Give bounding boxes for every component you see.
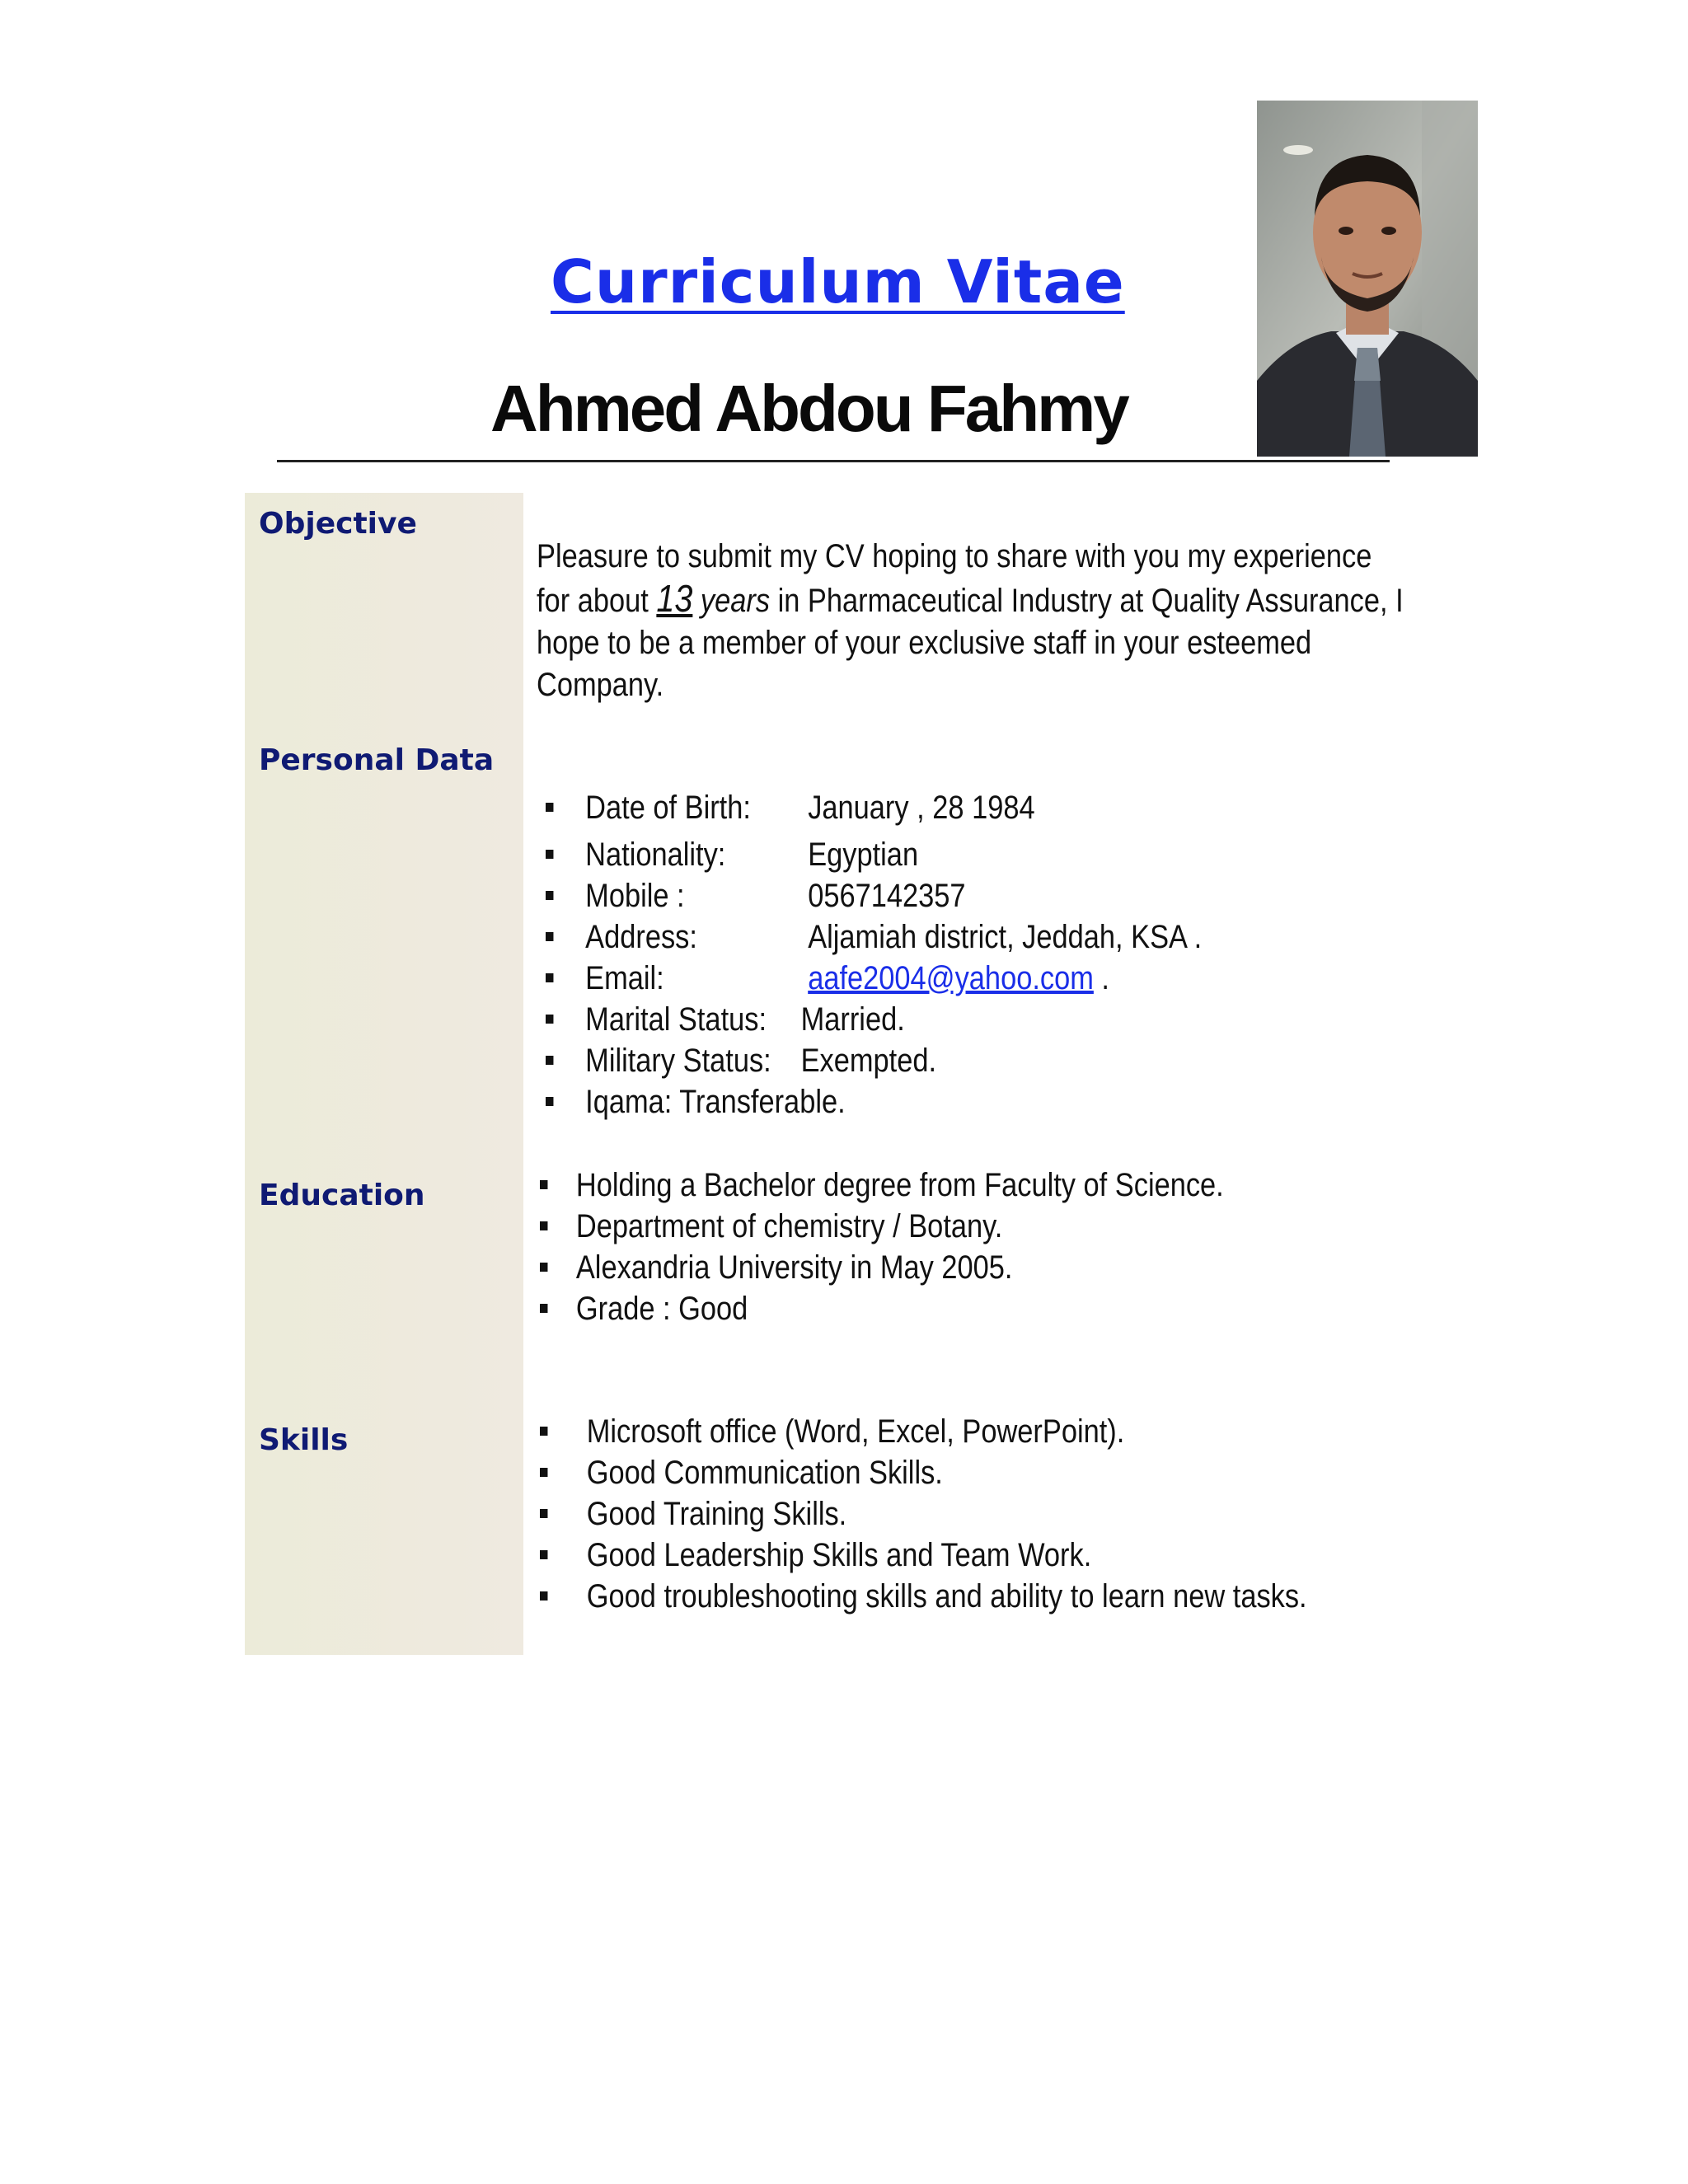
objective-line: Company.	[537, 667, 664, 703]
objective-line: Pleasure to submit my CV hoping to share with you my experience	[537, 538, 1372, 574]
objective-fragment: in Pharmaceutical Industry at Quality Assurance, I	[770, 583, 1404, 619]
military-label: Military Status:	[585, 1043, 771, 1079]
bullet-icon	[546, 1015, 553, 1024]
section-label-personal-data: Personal Data	[259, 743, 495, 777]
years-number: 13	[656, 577, 693, 620]
bullet-icon	[546, 932, 553, 941]
bullet-icon	[546, 1097, 553, 1106]
mobile-label: Mobile :	[585, 878, 685, 914]
marital-value: Married.	[800, 1001, 905, 1038]
section-sidebar	[245, 493, 523, 1655]
bullet-icon	[540, 1468, 547, 1477]
email-link[interactable]: aafe2004@yahoo.com	[808, 960, 1094, 996]
address-label: Address:	[585, 919, 697, 955]
page-title: Curriculum Vitae	[551, 247, 1125, 316]
bullet-icon	[546, 891, 553, 900]
bullet-icon	[540, 1180, 547, 1189]
bullet-icon	[540, 1509, 547, 1518]
skill-item: Microsoft office (Word, Excel, PowerPoint).	[586, 1413, 1125, 1450]
military-value: Exempted.	[800, 1043, 937, 1079]
bullet-icon	[540, 1427, 547, 1436]
skill-item: Good Training Skills.	[586, 1496, 847, 1532]
education-item: Holding a Bachelor degree from Faculty of Science.	[575, 1167, 1224, 1203]
skill-item: Good troubleshooting skills and ability to learn new tasks.	[586, 1578, 1307, 1615]
email-label: Email:	[585, 960, 664, 996]
marital-label: Marital Status:	[585, 1001, 767, 1038]
bullet-icon	[540, 1221, 547, 1230]
bullet-icon	[540, 1550, 547, 1559]
skill-item: Good Leadership Skills and Team Work.	[586, 1537, 1092, 1573]
bullet-icon	[540, 1591, 547, 1601]
education-item: Department of chemistry / Botany.	[575, 1208, 1003, 1244]
bullet-icon	[540, 1304, 547, 1313]
email-value	[808, 958, 1109, 999]
birth-label: Date of Birth:	[585, 790, 751, 826]
section-label-education: Education	[259, 1179, 425, 1212]
nationality-label: Nationality:	[585, 837, 726, 873]
section-label-skills: Skills	[259, 1423, 349, 1457]
objective-line: hope to be a member of your exclusive staff in your esteemed	[537, 625, 1312, 661]
education-item: Alexandria University in May 2005.	[575, 1249, 1013, 1286]
iqama-text: Iqama: Transferable.	[585, 1084, 846, 1120]
skill-item: Good Communication Skills.	[586, 1455, 943, 1491]
nationality-value: Egyptian	[808, 837, 919, 873]
bullet-icon	[546, 973, 553, 982]
years-word: years	[692, 583, 771, 619]
birth-value: January , 28 1984	[808, 790, 1035, 826]
mobile-value: 0567142357	[808, 878, 966, 914]
section-label-objective: Objective	[259, 507, 417, 541]
objective-fragment: for about	[537, 583, 657, 619]
objective-line	[537, 578, 1404, 622]
objective-text	[537, 536, 1404, 706]
profile-photo	[1257, 101, 1478, 457]
bullet-icon	[540, 1263, 547, 1272]
header-divider	[277, 460, 1390, 462]
person-name: Ahmed Abdou Fahmy	[490, 372, 1128, 445]
bullet-icon	[546, 803, 553, 812]
education-item: Grade : Good	[575, 1291, 748, 1327]
email-suffix: .	[1093, 960, 1109, 996]
bullet-icon	[546, 1056, 553, 1065]
bullet-icon	[546, 850, 553, 859]
address-value: Aljamiah district, Jeddah, KSA .	[808, 919, 1203, 955]
